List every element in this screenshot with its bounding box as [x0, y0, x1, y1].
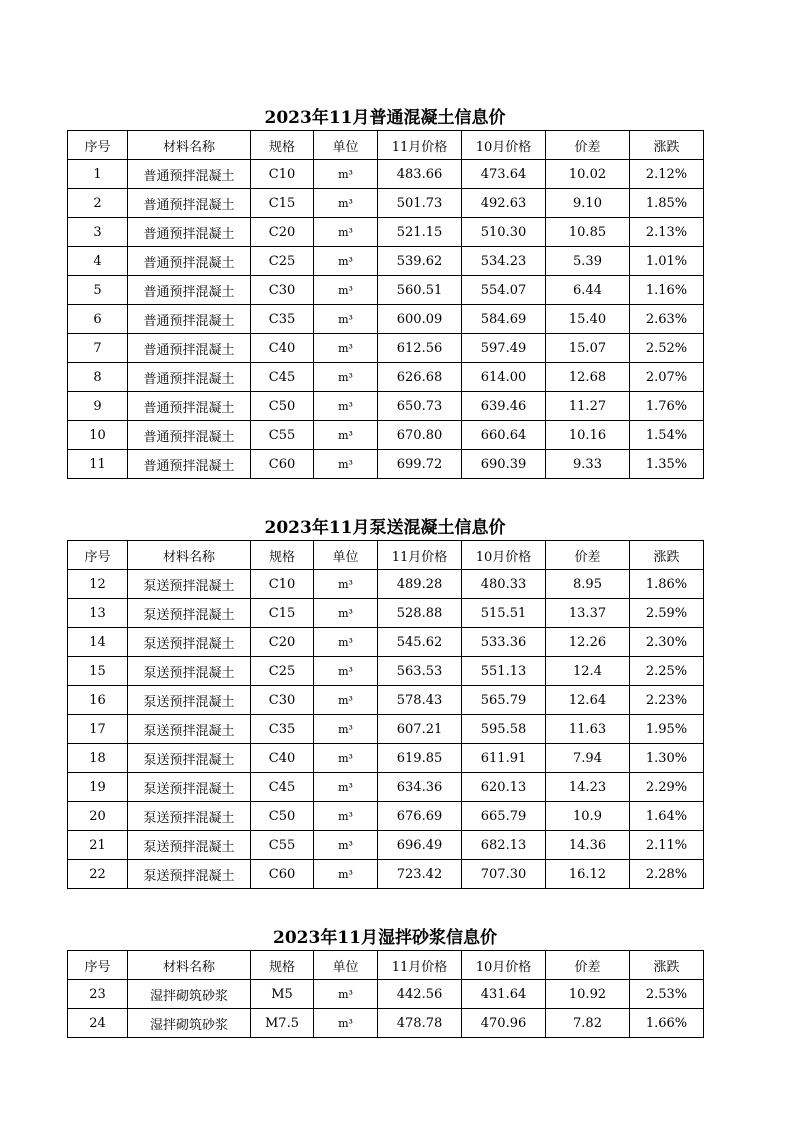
seq-cell: 24 [68, 1009, 128, 1038]
unit-cell: m³ [314, 744, 378, 773]
seq-cell: 4 [68, 247, 128, 276]
change-pct-cell: 2.11% [630, 831, 704, 860]
unit-cell: m³ [314, 189, 378, 218]
spec-cell: C55 [251, 421, 314, 450]
material-name-cell: 湿拌砌筑砂浆 [128, 980, 251, 1009]
spec-cell: C25 [251, 247, 314, 276]
column-header: 价差 [546, 951, 630, 980]
spec-cell: C15 [251, 599, 314, 628]
oct-price-cell: 533.36 [462, 628, 546, 657]
nov-price-cell: 696.49 [378, 831, 462, 860]
material-name-cell: 泵送预拌混凝土 [128, 599, 251, 628]
price-diff-cell: 10.02 [546, 160, 630, 189]
column-header: 材料名称 [128, 541, 251, 570]
material-name-cell: 泵送预拌混凝土 [128, 715, 251, 744]
column-header: 材料名称 [128, 951, 251, 980]
price-table [67, 950, 704, 1038]
price-table [67, 540, 704, 889]
table-row [68, 744, 704, 773]
nov-price-cell: 619.85 [378, 744, 462, 773]
seq-cell: 23 [68, 980, 128, 1009]
change-pct-cell: 1.86% [630, 570, 704, 599]
nov-price-cell: 626.68 [378, 363, 462, 392]
column-header: 序号 [68, 541, 128, 570]
table-row [68, 392, 704, 421]
price-diff-cell: 11.27 [546, 392, 630, 421]
column-header: 10月价格 [462, 951, 546, 980]
oct-price-cell: 431.64 [462, 980, 546, 1009]
change-pct-cell: 1.64% [630, 802, 704, 831]
unit-cell: m³ [314, 1009, 378, 1038]
spec-cell: C10 [251, 160, 314, 189]
table-row [68, 980, 704, 1009]
unit-cell: m³ [314, 715, 378, 744]
spec-cell: C50 [251, 802, 314, 831]
seq-cell: 5 [68, 276, 128, 305]
unit-cell: m³ [314, 450, 378, 479]
material-name-cell: 泵送预拌混凝土 [128, 657, 251, 686]
change-pct-cell: 2.30% [630, 628, 704, 657]
table-row [68, 421, 704, 450]
price-diff-cell: 8.95 [546, 570, 630, 599]
column-header: 11月价格 [378, 951, 462, 980]
nov-price-cell: 578.43 [378, 686, 462, 715]
nov-price-cell: 539.62 [378, 247, 462, 276]
column-header: 价差 [546, 131, 630, 160]
oct-price-cell: 665.79 [462, 802, 546, 831]
table-row [68, 599, 704, 628]
seq-cell: 17 [68, 715, 128, 744]
price-diff-cell: 6.44 [546, 276, 630, 305]
seq-cell: 21 [68, 831, 128, 860]
unit-cell: m³ [314, 247, 378, 276]
change-pct-cell: 2.53% [630, 980, 704, 1009]
change-pct-cell: 1.76% [630, 392, 704, 421]
column-header: 规格 [251, 541, 314, 570]
price-diff-cell: 15.07 [546, 334, 630, 363]
change-pct-cell: 1.85% [630, 189, 704, 218]
oct-price-cell: 614.00 [462, 363, 546, 392]
price-diff-cell: 15.40 [546, 305, 630, 334]
table-row [68, 189, 704, 218]
seq-cell: 9 [68, 392, 128, 421]
table-row [68, 715, 704, 744]
table-title: 2023年11月泵送混凝土信息价 [264, 518, 506, 538]
nov-price-cell: 670.80 [378, 421, 462, 450]
material-name-cell: 普通预拌混凝土 [128, 363, 251, 392]
spec-cell: C60 [251, 450, 314, 479]
spec-cell: C35 [251, 305, 314, 334]
change-pct-cell: 2.63% [630, 305, 704, 334]
column-header: 10月价格 [462, 131, 546, 160]
header-row [68, 131, 704, 160]
change-pct-cell: 2.07% [630, 363, 704, 392]
column-header: 规格 [251, 131, 314, 160]
section-wet-mortar [67, 926, 703, 1038]
header-row [68, 951, 704, 980]
section-pumped-concrete [67, 516, 703, 889]
spec-cell: C40 [251, 334, 314, 363]
nov-price-cell: 483.66 [378, 160, 462, 189]
unit-cell: m³ [314, 392, 378, 421]
change-pct-cell: 2.29% [630, 773, 704, 802]
unit-cell: m³ [314, 570, 378, 599]
seq-cell: 18 [68, 744, 128, 773]
oct-price-cell: 639.46 [462, 392, 546, 421]
price-diff-cell: 5.39 [546, 247, 630, 276]
header-row [68, 541, 704, 570]
oct-price-cell: 595.58 [462, 715, 546, 744]
spec-cell: C45 [251, 773, 314, 802]
nov-price-cell: 699.72 [378, 450, 462, 479]
unit-cell: m³ [314, 218, 378, 247]
column-header: 规格 [251, 951, 314, 980]
nov-price-cell: 442.56 [378, 980, 462, 1009]
nov-price-cell: 478.78 [378, 1009, 462, 1038]
table-row [68, 657, 704, 686]
section-ordinary-concrete [67, 106, 703, 479]
oct-price-cell: 565.79 [462, 686, 546, 715]
table-row [68, 160, 704, 189]
table-title: 2023年11月湿拌砂浆信息价 [273, 928, 497, 948]
price-diff-cell: 10.9 [546, 802, 630, 831]
oct-price-cell: 554.07 [462, 276, 546, 305]
table-row [68, 450, 704, 479]
unit-cell: m³ [314, 802, 378, 831]
seq-cell: 11 [68, 450, 128, 479]
seq-cell: 1 [68, 160, 128, 189]
nov-price-cell: 612.56 [378, 334, 462, 363]
oct-price-cell: 611.91 [462, 744, 546, 773]
spec-cell: C45 [251, 363, 314, 392]
column-header: 单位 [314, 131, 378, 160]
seq-cell: 10 [68, 421, 128, 450]
price-diff-cell: 16.12 [546, 860, 630, 889]
seq-cell: 19 [68, 773, 128, 802]
column-header: 11月价格 [378, 131, 462, 160]
nov-price-cell: 501.73 [378, 189, 462, 218]
material-name-cell: 普通预拌混凝土 [128, 189, 251, 218]
material-name-cell: 普通预拌混凝土 [128, 247, 251, 276]
price-diff-cell: 12.64 [546, 686, 630, 715]
nov-price-cell: 650.73 [378, 392, 462, 421]
change-pct-cell: 1.35% [630, 450, 704, 479]
material-name-cell: 泵送预拌混凝土 [128, 744, 251, 773]
oct-price-cell: 480.33 [462, 570, 546, 599]
seq-cell: 6 [68, 305, 128, 334]
change-pct-cell: 1.95% [630, 715, 704, 744]
table-row [68, 1009, 704, 1038]
material-name-cell: 泵送预拌混凝土 [128, 628, 251, 657]
table-row [68, 334, 704, 363]
nov-price-cell: 521.15 [378, 218, 462, 247]
spec-cell: M5 [251, 980, 314, 1009]
oct-price-cell: 470.96 [462, 1009, 546, 1038]
price-diff-cell: 12.68 [546, 363, 630, 392]
price-diff-cell: 12.4 [546, 657, 630, 686]
price-diff-cell: 10.16 [546, 421, 630, 450]
table-row [68, 686, 704, 715]
table-title: 2023年11月普通混凝土信息价 [264, 108, 506, 128]
price-table [67, 130, 704, 479]
column-header: 涨跌 [630, 131, 704, 160]
column-header: 10月价格 [462, 541, 546, 570]
table-row [68, 570, 704, 599]
material-name-cell: 普通预拌混凝土 [128, 276, 251, 305]
column-header: 11月价格 [378, 541, 462, 570]
change-pct-cell: 2.52% [630, 334, 704, 363]
oct-price-cell: 534.23 [462, 247, 546, 276]
column-header: 单位 [314, 951, 378, 980]
nov-price-cell: 634.36 [378, 773, 462, 802]
column-header: 序号 [68, 951, 128, 980]
price-diff-cell: 13.37 [546, 599, 630, 628]
table-row [68, 628, 704, 657]
seq-cell: 7 [68, 334, 128, 363]
spec-cell: C55 [251, 831, 314, 860]
unit-cell: m³ [314, 334, 378, 363]
spec-cell: C10 [251, 570, 314, 599]
oct-price-cell: 551.13 [462, 657, 546, 686]
spec-cell: C20 [251, 628, 314, 657]
material-name-cell: 普通预拌混凝土 [128, 334, 251, 363]
material-name-cell: 普通预拌混凝土 [128, 392, 251, 421]
oct-price-cell: 707.30 [462, 860, 546, 889]
material-name-cell: 湿拌砌筑砂浆 [128, 1009, 251, 1038]
unit-cell: m³ [314, 686, 378, 715]
oct-price-cell: 473.64 [462, 160, 546, 189]
unit-cell: m³ [314, 363, 378, 392]
price-diff-cell: 14.23 [546, 773, 630, 802]
nov-price-cell: 528.88 [378, 599, 462, 628]
oct-price-cell: 620.13 [462, 773, 546, 802]
price-diff-cell: 9.10 [546, 189, 630, 218]
change-pct-cell: 2.59% [630, 599, 704, 628]
nov-price-cell: 560.51 [378, 276, 462, 305]
unit-cell: m³ [314, 980, 378, 1009]
unit-cell: m³ [314, 599, 378, 628]
change-pct-cell: 1.01% [630, 247, 704, 276]
spec-cell: C30 [251, 276, 314, 305]
material-name-cell: 泵送预拌混凝土 [128, 860, 251, 889]
material-name-cell: 泵送预拌混凝土 [128, 773, 251, 802]
oct-price-cell: 682.13 [462, 831, 546, 860]
table-row [68, 363, 704, 392]
change-pct-cell: 2.23% [630, 686, 704, 715]
nov-price-cell: 563.53 [378, 657, 462, 686]
seq-cell: 14 [68, 628, 128, 657]
oct-price-cell: 492.63 [462, 189, 546, 218]
unit-cell: m³ [314, 305, 378, 334]
nov-price-cell: 600.09 [378, 305, 462, 334]
unit-cell: m³ [314, 657, 378, 686]
unit-cell: m³ [314, 160, 378, 189]
nov-price-cell: 607.21 [378, 715, 462, 744]
price-diff-cell: 9.33 [546, 450, 630, 479]
table-row [68, 305, 704, 334]
spec-cell: C30 [251, 686, 314, 715]
seq-cell: 16 [68, 686, 128, 715]
nov-price-cell: 723.42 [378, 860, 462, 889]
change-pct-cell: 2.28% [630, 860, 704, 889]
oct-price-cell: 515.51 [462, 599, 546, 628]
unit-cell: m³ [314, 773, 378, 802]
material-name-cell: 泵送预拌混凝土 [128, 570, 251, 599]
price-diff-cell: 12.26 [546, 628, 630, 657]
price-diff-cell: 10.85 [546, 218, 630, 247]
seq-cell: 22 [68, 860, 128, 889]
spec-cell: C60 [251, 860, 314, 889]
unit-cell: m³ [314, 628, 378, 657]
column-header: 材料名称 [128, 131, 251, 160]
price-diff-cell: 14.36 [546, 831, 630, 860]
price-diff-cell: 10.92 [546, 980, 630, 1009]
oct-price-cell: 597.49 [462, 334, 546, 363]
table-row [68, 773, 704, 802]
material-name-cell: 普通预拌混凝土 [128, 218, 251, 247]
seq-cell: 8 [68, 363, 128, 392]
change-pct-cell: 2.12% [630, 160, 704, 189]
table-row [68, 247, 704, 276]
seq-cell: 13 [68, 599, 128, 628]
nov-price-cell: 676.69 [378, 802, 462, 831]
seq-cell: 2 [68, 189, 128, 218]
column-header: 序号 [68, 131, 128, 160]
seq-cell: 20 [68, 802, 128, 831]
material-name-cell: 普通预拌混凝土 [128, 421, 251, 450]
material-name-cell: 泵送预拌混凝土 [128, 802, 251, 831]
change-pct-cell: 1.16% [630, 276, 704, 305]
spec-cell: C25 [251, 657, 314, 686]
change-pct-cell: 2.25% [630, 657, 704, 686]
change-pct-cell: 1.30% [630, 744, 704, 773]
oct-price-cell: 690.39 [462, 450, 546, 479]
unit-cell: m³ [314, 831, 378, 860]
spec-cell: C35 [251, 715, 314, 744]
price-diff-cell: 7.94 [546, 744, 630, 773]
table-row [68, 802, 704, 831]
column-header: 涨跌 [630, 951, 704, 980]
oct-price-cell: 660.64 [462, 421, 546, 450]
material-name-cell: 泵送预拌混凝土 [128, 686, 251, 715]
column-header: 单位 [314, 541, 378, 570]
material-name-cell: 泵送预拌混凝土 [128, 831, 251, 860]
unit-cell: m³ [314, 860, 378, 889]
table-row [68, 218, 704, 247]
oct-price-cell: 584.69 [462, 305, 546, 334]
seq-cell: 12 [68, 570, 128, 599]
column-header: 涨跌 [630, 541, 704, 570]
table-row [68, 831, 704, 860]
seq-cell: 3 [68, 218, 128, 247]
unit-cell: m³ [314, 276, 378, 305]
spec-cell: C15 [251, 189, 314, 218]
nov-price-cell: 545.62 [378, 628, 462, 657]
change-pct-cell: 1.66% [630, 1009, 704, 1038]
price-diff-cell: 7.82 [546, 1009, 630, 1038]
change-pct-cell: 2.13% [630, 218, 704, 247]
nov-price-cell: 489.28 [378, 570, 462, 599]
spec-cell: M7.5 [251, 1009, 314, 1038]
material-name-cell: 普通预拌混凝土 [128, 160, 251, 189]
column-header: 价差 [546, 541, 630, 570]
unit-cell: m³ [314, 421, 378, 450]
seq-cell: 15 [68, 657, 128, 686]
spec-cell: C20 [251, 218, 314, 247]
material-name-cell: 普通预拌混凝土 [128, 450, 251, 479]
table-row [68, 276, 704, 305]
spec-cell: C40 [251, 744, 314, 773]
oct-price-cell: 510.30 [462, 218, 546, 247]
spec-cell: C50 [251, 392, 314, 421]
table-row [68, 860, 704, 889]
price-diff-cell: 11.63 [546, 715, 630, 744]
change-pct-cell: 1.54% [630, 421, 704, 450]
material-name-cell: 普通预拌混凝土 [128, 305, 251, 334]
